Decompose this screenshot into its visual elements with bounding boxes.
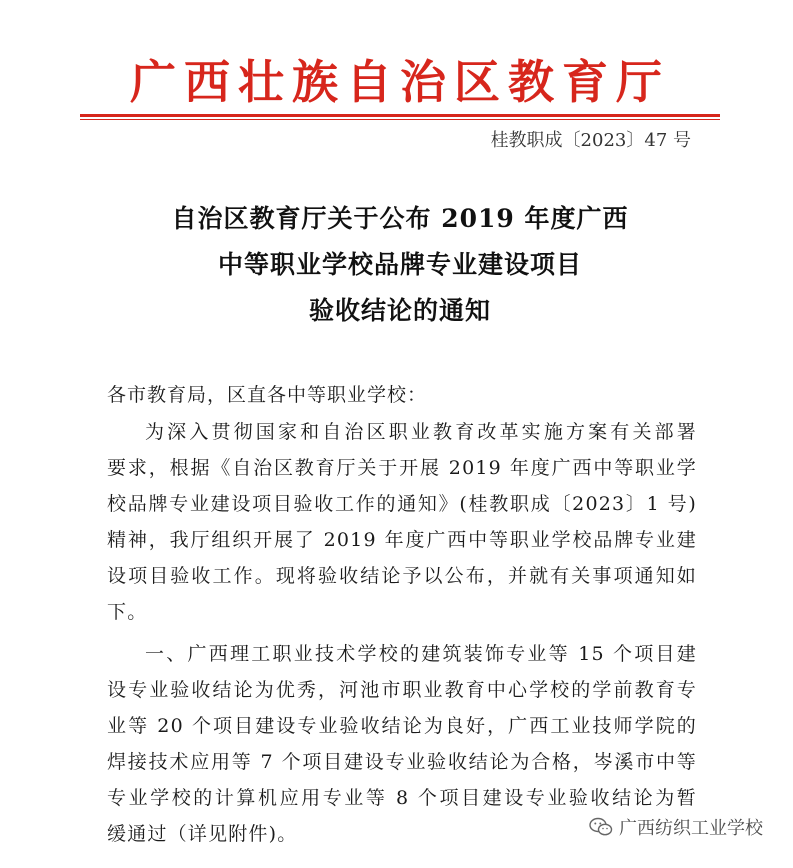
header-rule-thin [80, 119, 720, 120]
text-line: 下。 [107, 601, 148, 623]
title-line-2: 中等职业学校品牌专业建设项目 [217, 250, 582, 279]
salutation: 各市教育局，区直各中等职业学校： [107, 384, 428, 406]
text-line: 校品牌专业建设项目验收工作的通知》(桂教职成〔2023〕1 号) [107, 493, 697, 515]
text-line: 设专业验收结论为优秀，河池市职业教育中心学校的学前教育专 [107, 679, 697, 701]
text-line: 焊接技术应用等 7 个项目建设专业验收结论为合格，岑溪市中等 [107, 751, 697, 773]
text-line: 设项目验收工作。现将验收结论予以公布，并就有关事项通知如 [107, 565, 697, 587]
text-line: 要求，根据《自治区教育厅关于开展 2019 年度广西中等职业学 [107, 457, 697, 479]
text-line: 为深入贯彻国家和自治区职业教育改革实施方案有关部署 [145, 421, 697, 443]
text-line: 精神，我厅组织开展了 2019 年度广西中等职业学校品牌专业建 [107, 529, 697, 551]
notice-title [80, 196, 720, 334]
issuer-title: 广西壮族自治区教育厅 [130, 55, 670, 109]
text-line: 缓通过（详见附件)。 [107, 823, 298, 845]
document-number: 桂教职成〔2023〕47 号 [490, 130, 691, 151]
title-line-1: 自治区教育厅关于公布 2019 年度广西 [171, 204, 629, 233]
title-line-3: 验收结论的通知 [308, 296, 491, 325]
header-rule-thick [80, 114, 720, 117]
text-line: 一、广西理工职业技术学校的建筑装饰专业等 15 个项目建 [145, 643, 697, 665]
paragraph-intro [107, 414, 697, 630]
account-watermark [585, 812, 767, 842]
watermark-text: 广西纺织工业学校 [619, 818, 763, 839]
text-line: 业等 20 个项目建设专业验收结论为良好，广西工业技师学院的 [107, 715, 697, 737]
wechat-icon [589, 817, 613, 837]
text-line: 专业学校的计算机应用专业等 8 个项目建设专业验收结论为暂 [107, 787, 697, 809]
